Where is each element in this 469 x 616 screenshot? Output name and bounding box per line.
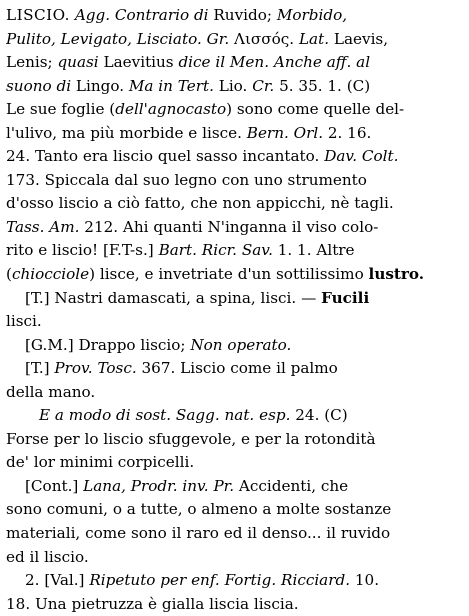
entry-text: Laevis, (329, 29, 389, 48)
entry-text: ) lisce, e invetriate d'un sottilissimo (89, 265, 369, 284)
entry-text: lustro. (368, 265, 425, 284)
entry-text: Tass. Am. (6, 217, 80, 236)
entry-line (6, 75, 466, 99)
entry-line (6, 498, 466, 522)
entry-line (6, 4, 466, 28)
entry-text: de' lor minimi corpicelli. (6, 453, 195, 472)
entry-text: ed il liscio. (6, 547, 89, 566)
entry-text: ) sono come quelle del- (226, 100, 405, 119)
entry-text: Laevitius (98, 53, 179, 72)
entry-text: [T.] Nastri damascati, a spina, lisci. — (25, 288, 322, 307)
entry-line (6, 357, 466, 381)
entry-text: 367. Liscio come il palmo (136, 359, 338, 378)
entry-line (6, 239, 466, 263)
entry-text: Pulito, Levigato, Lisciato. Gr. (6, 29, 230, 48)
entry-text: Fucili (321, 288, 370, 307)
entry-text: 24. (C) (290, 406, 348, 425)
entry-text: Morbido, (276, 6, 348, 24)
entry-text: Lio. (213, 76, 253, 95)
entry-text: Lingo. (71, 76, 129, 95)
entry-text: 18. Una pietruzza è gialla liscia liscia. (6, 594, 299, 613)
entry-text: l'ulivo, ma più morbide e lisce. (6, 123, 247, 142)
entry-text: Agg. Contrario di (74, 6, 209, 24)
entry-line (6, 287, 466, 311)
entry-text: [Cont.] (25, 476, 84, 495)
entry-line (6, 546, 466, 570)
entry-line (6, 169, 466, 193)
entry-line (6, 28, 466, 52)
entry-text: 212. Ahi quanti N'inganna il viso colo- (79, 217, 379, 236)
entry-line (6, 593, 466, 616)
entry-text: Lana, Prodr. inv. Pr. (83, 476, 235, 495)
entry-line (6, 569, 466, 593)
entry-text: LISCIO. (6, 6, 70, 24)
entry-text: Ripetuto per enf. Fortig. Ricciard. (89, 571, 351, 590)
entry-text: dice il Men. Anche aff. al (178, 53, 371, 72)
entry-text: rito e liscio! [F.T-s.] (6, 241, 159, 260)
entry-line (6, 310, 466, 334)
entry-text: suono di (6, 76, 72, 95)
entry-line (6, 192, 466, 216)
entry-line (6, 475, 466, 499)
entry-line (6, 428, 466, 452)
entry-text: Forse per lo liscio sfuggevole, e per la rotondità (6, 429, 376, 448)
entry-text: [G.M.] Drappo liscio; (25, 335, 191, 354)
entry-text: dell'agnocasto (115, 100, 227, 119)
entry-text: Lat. (298, 29, 330, 48)
entry-line (6, 122, 466, 146)
entry-line (6, 216, 466, 240)
entry-text: sono comuni, o a tutte, o almeno a molte sostanze (6, 500, 392, 519)
entry-text: della mano. (6, 382, 96, 401)
entry-text: quasi (57, 53, 99, 72)
entry-text: Bern. Orl. (246, 123, 324, 142)
entry-line (6, 522, 466, 546)
entry-text: 5. 35. 1. (C) (274, 76, 371, 95)
entry-line (6, 263, 466, 287)
entry-text: Ruvido; (208, 6, 277, 24)
entry-text: 173. Spiccala dal suo legno con uno strumento (6, 170, 367, 189)
entry-text: Le sue foglie ( (6, 100, 116, 119)
entry-text: 10. (350, 571, 380, 590)
entry-line (6, 381, 466, 405)
entry-text: Lenis; (6, 53, 58, 72)
entry-text: [T.] (25, 359, 55, 378)
entry-text: lisci. (6, 312, 42, 331)
entry-line (6, 98, 466, 122)
entry-text: ( (6, 265, 12, 284)
entry-text: materiali, come sono il raro ed il denso... il ruvido (6, 524, 391, 543)
entry-text: chiocciole (11, 265, 90, 284)
entry-text: Accidenti, che (234, 476, 349, 495)
entry-line (6, 404, 466, 428)
entry-text: d'osso liscio a ciò fatto, che non appicchi, nè tagli. (6, 194, 394, 213)
entry-text: Λισσός. (229, 29, 299, 48)
entry-line (6, 51, 466, 75)
entry-line (6, 145, 466, 169)
entry-text: Non operato. (190, 335, 292, 354)
entry-text: Bart. Ricr. Sav. (158, 241, 273, 260)
entry-text: 2. 16. (323, 123, 372, 142)
entry-text: 1. 1. Altre (272, 241, 355, 260)
entry-text: Cr. (252, 76, 275, 95)
entry-line (6, 334, 466, 358)
entry-text: Prov. Tosc. (54, 359, 137, 378)
entry-line (6, 451, 466, 475)
entry-text: 24. Tanto era liscio quel sasso incantato. (6, 147, 325, 166)
entry-text: E a modo di sost. Sagg. nat. esp. (39, 406, 291, 425)
entry-text: Ma in Tert. (128, 76, 214, 95)
dictionary-entry (6, 4, 466, 616)
entry-text: Dav. Colt. (324, 147, 399, 166)
entry-text: 2. [Val.] (25, 571, 90, 590)
